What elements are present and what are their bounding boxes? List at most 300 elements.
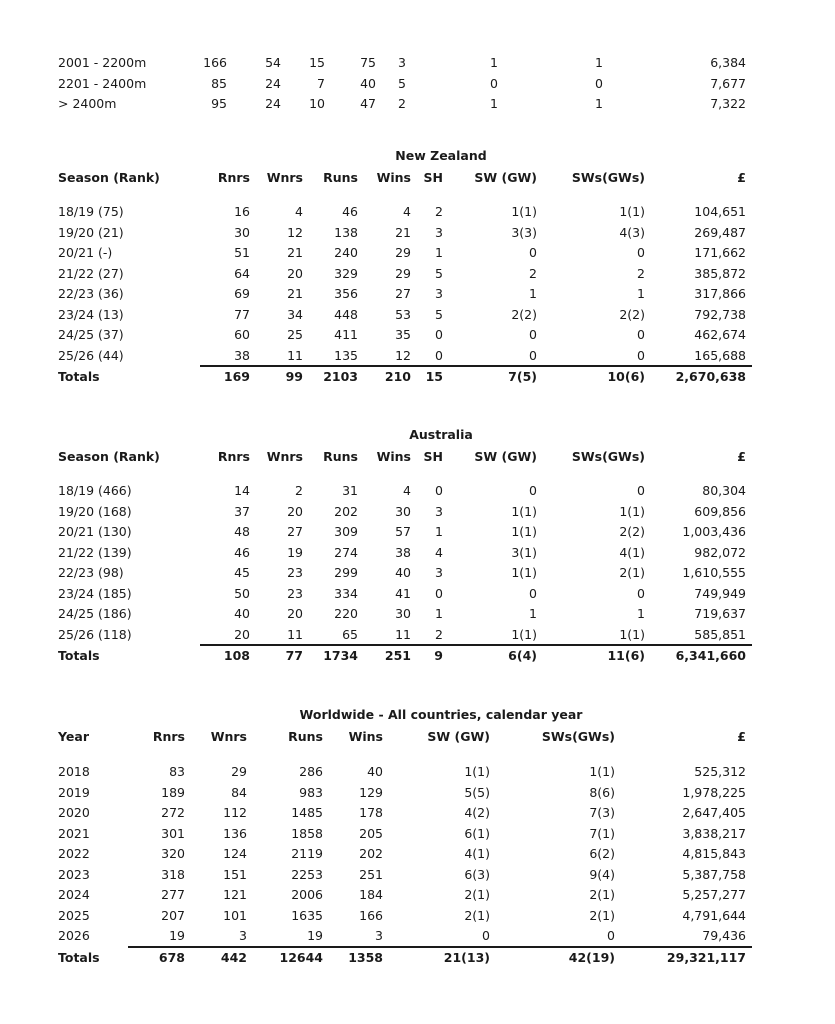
table-row bbox=[0, 243, 835, 263]
cell-rnrs: 85 bbox=[211, 75, 227, 91]
cell-season: 19/20 (21) bbox=[58, 224, 124, 240]
cell-sh: 4 bbox=[435, 544, 443, 560]
cell-season: 23/24 (13) bbox=[58, 306, 124, 322]
cell-season: Totals bbox=[58, 648, 100, 663]
cell-runs: 274 bbox=[334, 544, 358, 560]
cell-rnrs: 301 bbox=[161, 825, 185, 841]
cell-sh: SH bbox=[423, 170, 443, 185]
cell-c4: 47 bbox=[360, 96, 376, 111]
cell-sws: 2(2) bbox=[619, 524, 645, 539]
cell-season: 24/25 (37) bbox=[58, 327, 124, 342]
cell-money: 6,341,660 bbox=[675, 648, 746, 663]
cell-sh: 9 bbox=[434, 648, 443, 663]
cell-season: 20/21 (-) bbox=[58, 245, 113, 260]
cell-wins: 11 bbox=[395, 626, 411, 642]
cell-sh: 3 bbox=[435, 503, 443, 519]
cell-sws: 4(3) bbox=[619, 224, 645, 240]
cell-sw: SW (GW) bbox=[427, 729, 490, 744]
cell-runs: Runs bbox=[288, 729, 323, 744]
cell-sws: 10(6) bbox=[607, 369, 645, 384]
totals-row bbox=[0, 948, 835, 968]
cell-c3: 10 bbox=[309, 96, 325, 111]
cell-rnrs: Rnrs bbox=[217, 170, 250, 185]
cell-wins: 202 bbox=[359, 846, 383, 861]
cell-sws: 1(1) bbox=[619, 204, 645, 219]
cell-sw: 2(1) bbox=[464, 907, 490, 923]
cell-season: 23/24 (185) bbox=[58, 585, 132, 601]
table-row bbox=[0, 885, 835, 905]
cell-c5: 5 bbox=[398, 75, 406, 91]
cell-season: 18/19 (466) bbox=[58, 483, 132, 498]
cell-wins: 57 bbox=[395, 524, 411, 539]
cell-runs: Runs bbox=[323, 170, 358, 185]
table-row bbox=[0, 346, 835, 366]
cell-wins: 251 bbox=[359, 866, 383, 882]
cell-sw: 1 bbox=[529, 286, 537, 301]
cell-wins: 27 bbox=[395, 286, 411, 301]
cell-season: 18/19 (75) bbox=[58, 204, 124, 219]
cell-wnrs: 136 bbox=[223, 825, 247, 841]
cell-money: 5,387,758 bbox=[682, 866, 746, 882]
cell-wins: 40 bbox=[395, 565, 411, 580]
cell-sws: 1(1) bbox=[619, 626, 645, 642]
cell-rnrs: 30 bbox=[234, 224, 250, 240]
cell-sws: 0 bbox=[637, 483, 645, 498]
cell-wnrs: 12 bbox=[287, 224, 303, 240]
cell-wnrs: 99 bbox=[285, 369, 303, 384]
cell-season: 25/26 (118) bbox=[58, 626, 132, 642]
cell-wins: 30 bbox=[395, 503, 411, 519]
table-row bbox=[0, 325, 835, 345]
cell-rnrs: 189 bbox=[161, 784, 185, 800]
cell-wins: 3 bbox=[375, 928, 383, 943]
cell-money: 1,003,436 bbox=[682, 524, 746, 539]
cell-runs: 135 bbox=[334, 347, 358, 363]
cell-wins: 4 bbox=[403, 483, 411, 498]
cell-runs: 202 bbox=[334, 503, 358, 519]
cell-money: 79,436 bbox=[702, 928, 746, 943]
cell-sws: 1(1) bbox=[589, 764, 615, 779]
totals-row bbox=[0, 646, 835, 666]
cell-sws: 7(1) bbox=[589, 825, 615, 841]
cell-rnrs: 60 bbox=[234, 327, 250, 342]
cell-wins: 184 bbox=[359, 887, 383, 902]
cell-rnrs: 48 bbox=[234, 524, 250, 539]
cell-runs: 286 bbox=[299, 764, 323, 779]
cell-sw: 6(1) bbox=[464, 825, 490, 841]
cell-runs: 2006 bbox=[291, 887, 323, 902]
cell-runs: 2103 bbox=[323, 369, 358, 384]
table-row bbox=[0, 865, 835, 885]
cell-sh: 3 bbox=[435, 565, 443, 580]
table-header-row bbox=[0, 727, 835, 747]
table-row bbox=[0, 264, 835, 284]
table-header-row bbox=[0, 447, 835, 467]
cell-sw: 1 bbox=[529, 606, 537, 621]
cell-wnrs: 23 bbox=[287, 585, 303, 601]
cell-runs: 138 bbox=[334, 224, 358, 240]
cell-c3: 7 bbox=[317, 75, 325, 91]
cell-season: 22/23 (36) bbox=[58, 286, 124, 301]
cell-money: 80,304 bbox=[702, 483, 746, 498]
cell-sws: 0 bbox=[637, 327, 645, 342]
cell-sws: 6(2) bbox=[589, 846, 615, 861]
cell-sw: 1(1) bbox=[511, 626, 537, 642]
table-row bbox=[0, 481, 835, 501]
cell-runs: 1734 bbox=[323, 648, 358, 663]
table-row bbox=[0, 906, 835, 926]
table-row bbox=[0, 202, 835, 222]
cell-wnrs: 124 bbox=[223, 846, 247, 861]
table-row bbox=[0, 522, 835, 542]
cell-sw: 6(3) bbox=[464, 866, 490, 882]
cell-wnrs: 3 bbox=[239, 928, 247, 943]
cell-sws: SWs(GWs) bbox=[571, 170, 645, 185]
cell-sws: 2 bbox=[637, 265, 645, 281]
cell-sh: 0 bbox=[435, 585, 443, 601]
cell-money: 585,851 bbox=[694, 626, 746, 642]
cell-sh: 0 bbox=[435, 327, 443, 342]
cell-runs: 309 bbox=[334, 524, 358, 539]
cell-rnrs: 207 bbox=[161, 907, 185, 923]
cell-rnrs: 19 bbox=[169, 928, 185, 943]
cell-money: 171,662 bbox=[694, 245, 746, 260]
cell-rnrs: 83 bbox=[169, 764, 185, 779]
cell-rnrs: 69 bbox=[234, 286, 250, 301]
cell-sw: 0 bbox=[529, 327, 537, 342]
cell-money: 749,949 bbox=[694, 585, 746, 601]
cell-sws: SWs(GWs) bbox=[541, 729, 615, 744]
cell-sws: 11(6) bbox=[607, 648, 645, 663]
cell-sws: 1 bbox=[637, 286, 645, 301]
cell-wins: 4 bbox=[403, 204, 411, 219]
cell-season: Totals bbox=[58, 369, 100, 384]
cell-sw: SW (GW) bbox=[474, 449, 537, 464]
cell-c6: 1 bbox=[490, 55, 498, 70]
cell-wnrs: 112 bbox=[223, 805, 247, 820]
cell-sw: SW (GW) bbox=[474, 170, 537, 185]
cell-rnrs: 318 bbox=[161, 866, 185, 882]
cell-money: 269,487 bbox=[694, 224, 746, 240]
cell-runs: 1858 bbox=[291, 825, 323, 841]
cell-wnrs: 2 bbox=[295, 483, 303, 498]
cell-money: 6,384 bbox=[710, 55, 746, 70]
cell-money: 29,321,117 bbox=[666, 949, 746, 965]
cell-money: 317,866 bbox=[694, 286, 746, 301]
cell-sw: 4(2) bbox=[464, 805, 490, 820]
cell-c7: 0 bbox=[595, 75, 603, 91]
cell-wnrs: 27 bbox=[287, 524, 303, 539]
cell-wnrs: 21 bbox=[287, 286, 303, 301]
table-row bbox=[0, 563, 835, 583]
cell-wins: 40 bbox=[367, 764, 383, 779]
cell-season: 21/22 (139) bbox=[58, 544, 132, 560]
worldwide-title: Worldwide - All countries, calendar year bbox=[299, 707, 583, 722]
cell-sh: SH bbox=[423, 449, 443, 464]
cell-runs: Runs bbox=[323, 449, 358, 464]
cell-wins: 53 bbox=[395, 306, 411, 322]
cell-rnrs: 272 bbox=[161, 805, 185, 820]
cell-rnrs: 166 bbox=[203, 55, 227, 70]
cell-money: £ bbox=[737, 729, 746, 744]
cell-wins: 21 bbox=[395, 224, 411, 240]
table-row bbox=[0, 305, 835, 325]
cell-money: 7,677 bbox=[710, 75, 746, 91]
cell-wnrs: Wnrs bbox=[210, 729, 247, 744]
cell-runs: 448 bbox=[334, 306, 358, 322]
cell-wins: 251 bbox=[384, 648, 411, 663]
cell-rnrs: 16 bbox=[234, 204, 250, 219]
cell-season: 24/25 (186) bbox=[58, 606, 132, 621]
cell-sws: 1 bbox=[637, 606, 645, 621]
cell-wnrs: 20 bbox=[287, 265, 303, 281]
cell-sw: 0 bbox=[529, 585, 537, 601]
cell-runs: 2119 bbox=[291, 846, 323, 861]
cell-year: 2018 bbox=[58, 764, 90, 779]
cell-money: 462,674 bbox=[694, 327, 746, 342]
cell-season: 21/22 (27) bbox=[58, 265, 124, 281]
cell-wins: 12 bbox=[395, 347, 411, 363]
cell-sws: 0 bbox=[637, 347, 645, 363]
cell-sws: 8(6) bbox=[589, 784, 615, 800]
cell-sws: 9(4) bbox=[589, 866, 615, 882]
cell-money: 165,688 bbox=[694, 347, 746, 363]
cell-sws: 7(3) bbox=[589, 805, 615, 820]
cell-runs: 31 bbox=[342, 483, 358, 498]
cell-sh: 1 bbox=[435, 606, 443, 621]
cell-wins: 38 bbox=[395, 544, 411, 560]
cell-c4: 40 bbox=[360, 75, 376, 91]
cell-c6: 1 bbox=[490, 96, 498, 111]
cell-sws: 0 bbox=[637, 245, 645, 260]
table-row bbox=[0, 223, 835, 243]
cell-wnrs: 442 bbox=[220, 949, 247, 965]
cell-sh: 1 bbox=[435, 245, 443, 260]
cell-wins: 29 bbox=[395, 265, 411, 281]
cell-sws: 0 bbox=[607, 928, 615, 943]
cell-runs: 334 bbox=[334, 585, 358, 601]
cell-sw: 1(1) bbox=[464, 764, 490, 779]
cell-sw: 3(1) bbox=[511, 544, 537, 560]
cell-wnrs: 11 bbox=[287, 626, 303, 642]
cell-year: 2022 bbox=[58, 846, 90, 861]
cell-wnrs: 101 bbox=[223, 907, 247, 923]
cell-wins: 178 bbox=[359, 805, 383, 820]
cell-runs: 65 bbox=[342, 626, 358, 642]
cell-c7: 1 bbox=[595, 55, 603, 70]
cell-money: 2,670,638 bbox=[675, 369, 746, 384]
distance-row bbox=[0, 94, 835, 114]
table-row bbox=[0, 824, 835, 844]
cell-rnrs: 169 bbox=[223, 369, 250, 384]
cell-wnrs: Wnrs bbox=[266, 170, 303, 185]
table-row bbox=[0, 284, 835, 304]
cell-wins: 210 bbox=[384, 369, 411, 384]
cell-runs: 220 bbox=[334, 606, 358, 621]
cell-rnrs: Rnrs bbox=[152, 729, 185, 744]
cell-money: 5,257,277 bbox=[682, 887, 746, 902]
cell-money: 1,610,555 bbox=[682, 565, 746, 580]
cell-wnrs: 24 bbox=[265, 75, 281, 91]
cell-wnrs: 54 bbox=[265, 55, 281, 70]
cell-rnrs: 320 bbox=[161, 846, 185, 861]
cell-rnrs: 95 bbox=[211, 96, 227, 111]
cell-c4: 75 bbox=[360, 55, 376, 70]
cell-runs: 19 bbox=[307, 928, 323, 943]
cell-wnrs: 151 bbox=[223, 866, 247, 882]
table-row bbox=[0, 844, 835, 864]
cell-sw: 3(3) bbox=[511, 224, 537, 240]
table-row bbox=[0, 625, 835, 645]
cell-wnrs: 19 bbox=[287, 544, 303, 560]
cell-c6: 0 bbox=[490, 75, 498, 91]
cell-wins: Wins bbox=[376, 170, 411, 185]
cell-rnrs: 64 bbox=[234, 265, 250, 281]
new-zealand-title: New Zealand bbox=[395, 148, 487, 163]
cell-runs: 329 bbox=[334, 265, 358, 281]
totals-row bbox=[0, 367, 835, 387]
cell-rnrs: 40 bbox=[234, 606, 250, 621]
cell-sh: 1 bbox=[435, 524, 443, 539]
cell-wins: 30 bbox=[395, 606, 411, 621]
cell-sw: 6(4) bbox=[508, 648, 537, 663]
cell-sws: SWs(GWs) bbox=[571, 449, 645, 464]
cell-sw: 5(5) bbox=[464, 784, 490, 800]
cell-wins: Wins bbox=[348, 729, 383, 744]
cell-year: 2019 bbox=[58, 784, 90, 800]
table-row bbox=[0, 604, 835, 624]
cell-money: 4,791,644 bbox=[682, 907, 746, 923]
cell-money: 792,738 bbox=[694, 306, 746, 322]
cell-rnrs: 37 bbox=[234, 503, 250, 519]
cell-wins: 129 bbox=[359, 784, 383, 800]
cell-season: 22/23 (98) bbox=[58, 565, 124, 580]
cell-money: 4,815,843 bbox=[682, 846, 746, 861]
cell-rnrs: 14 bbox=[234, 483, 250, 498]
cell-sws: 2(1) bbox=[589, 887, 615, 902]
cell-wins: 166 bbox=[359, 907, 383, 923]
cell-sw: 1(1) bbox=[511, 503, 537, 519]
table-row bbox=[0, 502, 835, 522]
cell-money: 719,637 bbox=[694, 606, 746, 621]
cell-wnrs: 4 bbox=[295, 204, 303, 219]
cell-sw: 2 bbox=[529, 265, 537, 281]
cell-sw: 2(1) bbox=[464, 887, 490, 902]
cell-wins: 41 bbox=[395, 585, 411, 601]
cell-wnrs: 24 bbox=[265, 96, 281, 111]
cell-season: 20/21 (130) bbox=[58, 524, 132, 539]
cell-money: 525,312 bbox=[694, 764, 746, 779]
cell-c3: 15 bbox=[309, 55, 325, 70]
table-header-row bbox=[0, 168, 835, 188]
cell-sh: 0 bbox=[435, 347, 443, 363]
cell-runs: 2253 bbox=[291, 866, 323, 882]
cell-runs: 299 bbox=[334, 565, 358, 580]
cell-year: 2025 bbox=[58, 907, 90, 923]
cell-sws: 2(1) bbox=[589, 907, 615, 923]
cell-c5: 3 bbox=[398, 55, 406, 70]
cell-money: 1,978,225 bbox=[682, 784, 746, 800]
cell-wins: 205 bbox=[359, 825, 383, 841]
cell-runs: 411 bbox=[334, 327, 358, 342]
cell-sws: 0 bbox=[637, 585, 645, 601]
cell-wins: 35 bbox=[395, 327, 411, 342]
australia-title: Australia bbox=[409, 427, 473, 442]
table-row bbox=[0, 926, 835, 946]
cell-wnrs: 25 bbox=[287, 327, 303, 342]
cell-rnrs: 678 bbox=[158, 949, 185, 965]
cell-sh: 3 bbox=[435, 224, 443, 240]
cell-sws: 1(1) bbox=[619, 503, 645, 519]
cell-money: £ bbox=[737, 449, 746, 464]
cell-c7: 1 bbox=[595, 96, 603, 111]
cell-sh: 2 bbox=[435, 204, 443, 219]
cell-sw: 0 bbox=[529, 347, 537, 363]
cell-wnrs: 20 bbox=[287, 503, 303, 519]
cell-sw: 7(5) bbox=[508, 369, 537, 384]
cell-year: 2020 bbox=[58, 805, 90, 820]
cell-runs: 983 bbox=[299, 784, 323, 800]
cell-wnrs: 29 bbox=[231, 764, 247, 779]
cell-wnrs: 21 bbox=[287, 245, 303, 260]
cell-sw: 0 bbox=[529, 483, 537, 498]
cell-money: 2,647,405 bbox=[682, 805, 746, 820]
distance-row bbox=[0, 74, 835, 94]
cell-money: 385,872 bbox=[694, 265, 746, 281]
cell-c5: 2 bbox=[398, 96, 406, 111]
cell-season: Season (Rank) bbox=[58, 449, 160, 464]
cell-money: £ bbox=[737, 170, 746, 185]
cell-runs: 356 bbox=[334, 286, 358, 301]
table-row bbox=[0, 803, 835, 823]
cell-rnrs: 20 bbox=[234, 626, 250, 642]
cell-runs: 12644 bbox=[279, 949, 323, 965]
cell-wnrs: 20 bbox=[287, 606, 303, 621]
cell-wins: 29 bbox=[395, 245, 411, 260]
cell-money: 104,651 bbox=[694, 204, 746, 219]
cell-sw: 2(2) bbox=[511, 306, 537, 322]
cell-season: 25/26 (44) bbox=[58, 347, 124, 363]
cell-rnrs: 277 bbox=[161, 887, 185, 902]
cell-label: 2201 - 2400m bbox=[58, 75, 147, 91]
cell-sh: 5 bbox=[435, 306, 443, 322]
cell-runs: 1485 bbox=[291, 805, 323, 820]
cell-sw: 0 bbox=[529, 245, 537, 260]
cell-sws: 42(19) bbox=[568, 949, 615, 965]
cell-wnrs: 77 bbox=[285, 648, 303, 663]
distance-row bbox=[0, 53, 835, 73]
table-row bbox=[0, 783, 835, 803]
cell-season: Season (Rank) bbox=[58, 170, 160, 185]
cell-sh: 15 bbox=[425, 369, 443, 384]
cell-wnrs: Wnrs bbox=[266, 449, 303, 464]
cell-sws: 4(1) bbox=[619, 544, 645, 560]
cell-wins: Wins bbox=[376, 449, 411, 464]
cell-sh: 5 bbox=[435, 265, 443, 281]
cell-wnrs: 84 bbox=[231, 784, 247, 800]
cell-wnrs: 121 bbox=[223, 887, 247, 902]
cell-runs: 1635 bbox=[291, 907, 323, 923]
cell-money: 7,322 bbox=[710, 96, 746, 111]
cell-label: > 2400m bbox=[58, 96, 117, 111]
cell-sh: 3 bbox=[435, 286, 443, 301]
cell-money: 3,838,217 bbox=[682, 825, 746, 841]
cell-rnrs: 38 bbox=[234, 347, 250, 363]
cell-rnrs: 108 bbox=[223, 648, 250, 663]
cell-year: 2021 bbox=[58, 825, 90, 841]
cell-wnrs: 34 bbox=[287, 306, 303, 322]
cell-sh: 2 bbox=[435, 626, 443, 642]
